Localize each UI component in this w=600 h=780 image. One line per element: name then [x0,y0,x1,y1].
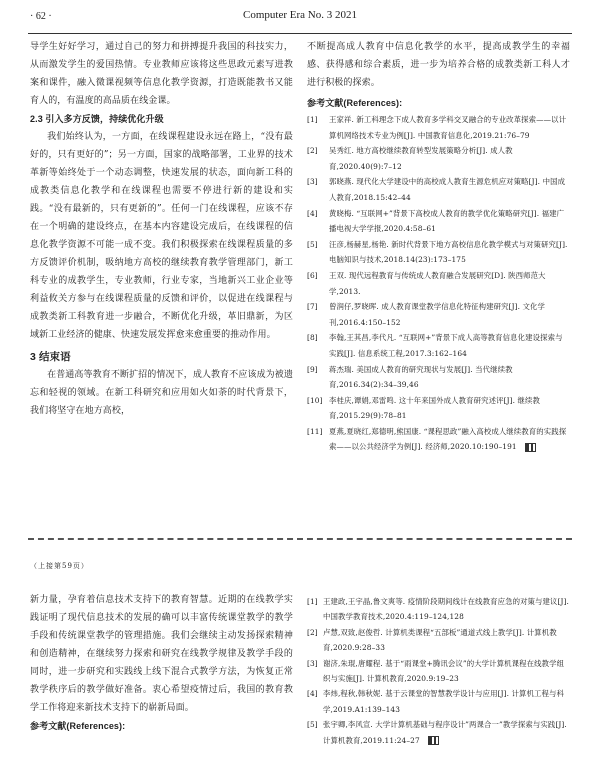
reference-list [307,112,570,455]
top-left-column [30,38,293,420]
reference-item: [4] 黄晓梅. “互联网+”背景下高校成人教育的教学优化策略研究[J]. 福建广播电视大学学报,2020.4:58–61 [307,208,565,234]
header-rule [28,33,572,34]
paragraph: 新力量，孕育着信息技术支持下的教育智慧。近期的在线教学实践证明了现代信息技术的发展的确可以丰富传统课堂教学的教学手段和传统课堂教学的管理措施。我们会继续主动发扬探索精神和创造精神，在继续努力探索和研究在线教学规律及教学手段的同时，进一步研究和实践线上线下混合式教学方法，为恢复正常教学秩序后的教学做好准备。衷心希望疫情过后，我国的教育教学工作将迎来新技术支持下的崭新局面。 [30,595,293,713]
page-number: · 62 · [30,11,52,22]
reference-item: [8] 李翰,王其昌,李代凡. “互联网+”背景下成人高等教育信息化建设探索与实践[J]. 信息系统工程,2017.3:162–164 [307,333,563,358]
journal-header: Computer Era No. 3 2021 [243,9,357,21]
reference-item: [5] 汪彦,杨赫星,杨艳. 新时代背景下地方高校信息化教学模式与对策研究[J]. 电脑知识与技术,2018.14(23):173–175 [307,239,568,265]
references-heading: 参考文献(References): [307,98,403,108]
paragraph: 导学生好好学习，通过自己的努力和拼搏提升我国的科技实力，从而激发学生的爱国热情。专业教师应该将这些思政元素写进教案和课件，融入微课视频等信息化教学资源，打造既能教书又能育人的，有温度的高品质在线金课。 [30,42,293,106]
paragraph: 在普通高等教育不断扩招的情况下，成人教育不应该成为被遗忘和轻视的领域。在新工科研究和应用如火如荼的时代背景下，我们将坚守在地方高校， [30,370,293,416]
section-heading-3: 3 结束语 [30,351,71,363]
reference-item: [3] 谢济,朱琨,唐耀程. 基于“雨课堂+腾讯会议”的大学计算机课程在线教学组织与实施[J]. 计算机教育,2020.9:19–23 [307,658,565,684]
reference-item: [6] 王双. 现代远程教育与传统成人教育融合发展研究[D]. 陕西师范大学,2013. [307,270,546,296]
reference-item: [10] 李桂庆,谭娟,邓雷鸣. 这十年来国外成人教育研究述评[J]. 继续教育,2015.29(9):78–81 [307,395,540,421]
bottom-right-column [307,594,570,748]
article-divider [28,538,572,540]
paragraph: 不断提高成人教育中信息化教学的水平，提高成教学生的幸福感、获得感和综合素质，进一步为培养合格的成教类新工科人才进行积极的探索。 [307,42,570,88]
continuation-label: （上接第59页） [30,562,89,570]
reference-item: [1] 王建政,王宇晶,鲁文爽等. 疫情阶段期间线计在线教育应急的对策与建议[J]. 中国教学教育技术,2020.4:119–124,128 [307,597,569,622]
reference-item: [2] 吴秀红. 地方高校继续教育转型发展策略分析[J]. 成人教育,2020.40(9):7–12 [307,146,513,171]
paragraph: 我们始终认为，一方面，在线课程建设永远在路上，“没有最好的，只有更好的”；另一方面，国家的战略部署，工业界的技术革新等始终处于一个动态调整，快速发展的状态，面向新工科的成教类信息化教学和在线课程也需要不停进行新的建设和实践。“没有最新的，只有更新的”。任何一门在线课程，应该不存在一个明确的建设终点，在基本内容建设完成后，在线课程的信息化教学资源不可能一成不变。我们积极探索在线课程质量的多方反馈评价机制，吸纳地方高校的继续教育教学管理部门，新工科专业的成教学生，专业教师，行业专家，当地新兴工业企业等利益攸关方参与在线课程质量的反馈和评价，以促进在线课程与成教类新工科教育进一步融合，不断优化升级，革旧鼎新，为区域新工业经济的健康、快速发展发挥愈来愈重要的推动作用。 [30,132,293,340]
references-heading: 参考文献(References): [30,721,126,731]
top-right-column [307,38,570,455]
reference-item: [3] 郭晓燕. 现代化大学建设中的高校成人教育生源危机应对策略[J]. 中国成人教育,2018.15:42–44 [307,177,566,202]
qr-code-icon [428,736,439,745]
section-heading-2-3: 2.3 引入多方反馈，持续优化升级 [30,114,164,124]
reference-item: [9] 蒋杰瑞. 美国成人教育的研究现状与发展[J]. 当代继续教育,2016.34(2):34–39,46 [307,364,513,390]
bottom-left-column [30,591,293,735]
reference-item: [2] 卢慧,双致,赵俊哲. 计算机类课程“五部板”通道式线上教学[J]. 计算机教育,2020.9:28–33 [307,627,557,653]
reference-item: [7] 曾润仔,罗晓晖. 成人教育课堂教学信息化特征构建研究[J]. 文化学刊,2016.4:150–152 [307,302,546,327]
qr-code-icon [525,443,536,452]
reference-item: [11] 夏燕,夏晓红,郑德明,熊国康. “课程思政”融入高校成人继续教育的实践探索——以公共经济学为例[J]. 经济师,2020.10:190–191 [307,426,567,452]
reference-item: [5] 张宇卿,李风宣. 大学计算机基础与程序设计”两课合一”教学探索与实践[J]. 计算机教育,2019.11:24–27 [307,720,567,745]
reference-item: [4] 李炜,程秋,韩秋妮. 基于云课堂的智慧教学设计与应用[J]. 计算机工程与科学,2019.A1:139–143 [307,689,564,714]
reference-item: [1] 王家祥. 新工科理念下成人教育多学科交叉融合的专业改革探索——以计算机网络技术专业为例[J]. 中国教育信息化,2019.21:76–79 [307,115,567,140]
